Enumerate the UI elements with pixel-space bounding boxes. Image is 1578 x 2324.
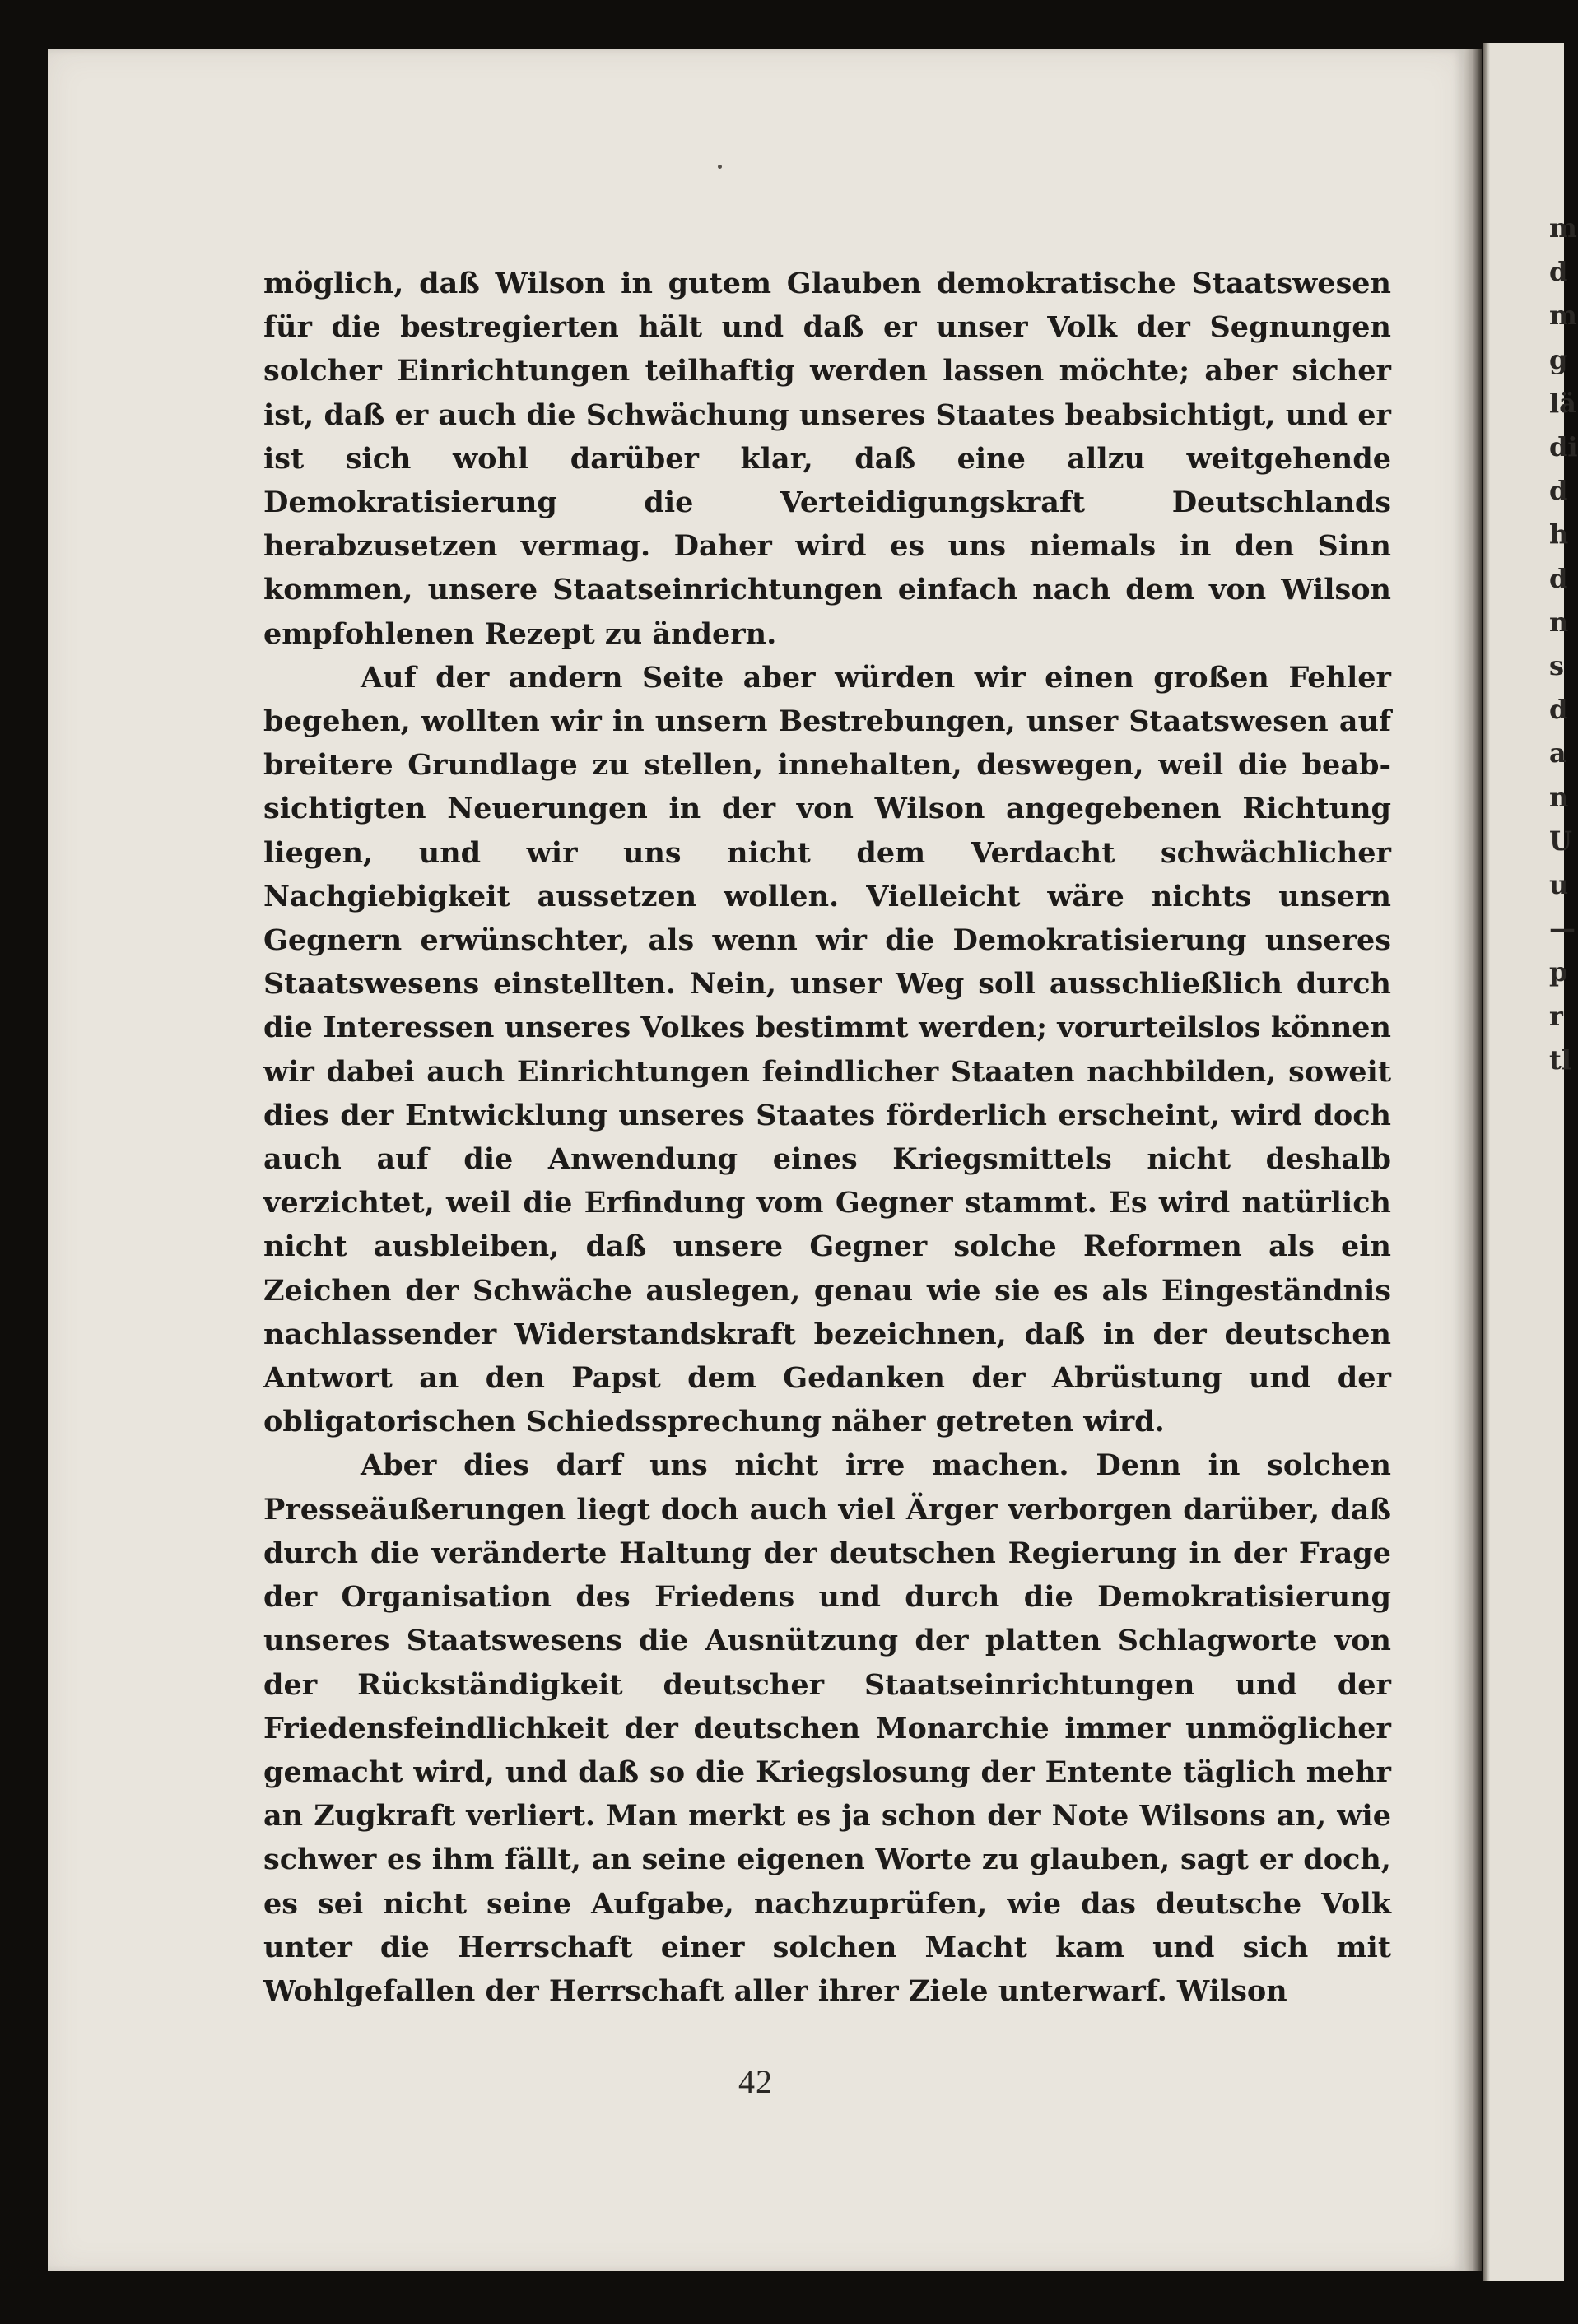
paragraph-3: Aber dies darf uns nicht irre machen. Denn in solchen Presseäußerungen liegt doch auch viel Ärger verborgen darüber, daß durch die veränderte Haltung der deutschen Regierung in der Frage der Organisation des Friedens und durch die Demokratisierung unseres Staatswesens die Ausnützung der platten Schlagworte von der Rückständigkeit deutscher Staatseinrichtungen und der Friedensfeindlichkeit der deutschen Monarchie immer unmöglicher gemacht wird, und daß so die Kriegslosung der Entente täglich mehr an Zugkraft verliert. Man merkt es ja schon der Note Wilsons an, wie schwer es ihm fällt, an seine eigenen Worte zu glauben, sagt er doch, es sei nicht seine Aufgabe, nachzuprüfen, wie das deutsche Volk unter die Herrschaft einer solchen Macht kam und sich mit Wohlgefallen der Herrschaft aller ihrer Ziele unterwarf. Wilson — [263, 1448, 1391, 2008]
book-gutter — [1464, 49, 1482, 2271]
next-page-edge — [1483, 43, 1578, 2281]
paper-speck — [718, 165, 722, 169]
next-page-fragment: s — [1549, 650, 1565, 681]
next-page-fragment: r — [1549, 1000, 1563, 1032]
next-page-fragment: a — [1549, 737, 1566, 769]
book-page — [48, 49, 1464, 2271]
next-page-fragment: di — [1549, 431, 1578, 462]
next-page-fragment: m — [1549, 300, 1577, 332]
next-page-fragment: d — [1549, 475, 1568, 507]
next-page-shadow — [1483, 43, 1490, 2281]
next-page-fragment: h — [1549, 518, 1569, 551]
next-page-fragment: u — [1549, 869, 1569, 900]
body-text — [263, 262, 1391, 2013]
next-page-fragment: m — [1549, 212, 1577, 244]
paragraph-2: Auf der andern Seite aber würden wir einen großen Fehler begehen, wollten wir in unsern Bestrebungen, unser Staatswesen auf breitere Grundlage zu stellen, innehalten, deswegen, weil die beabsichtigten Neuerungen in der von Wilson angegebenen Richtung liegen, und wir uns nicht dem Verdacht schwächlicher Nachgiebigkeit aussetzen wollen. Vielleicht wäre nichts unsern Gegnern erwünschter, als wenn wir die Demokratisierung unseres Staatswesens einstellten. Nein, unser Weg soll ausschließlich durch die Interessen unseres Volkes bestimmt werden; vorurteilslos können wir dabei auch Einrichtungen feindlicher Staaten nachbilden, soweit dies der Entwicklung unseres Staates förderlich erscheint, wird doch auch auf die Anwendung eines Kriegsmittels nicht deshalb verzichtet, weil die Erfindung vom Gegner stammt. Es wird natürlich nicht ausbleiben, daß unsere Gegner solche Reformen als ein Zeichen der Schwäche auslegen, genau wie sie es als Eingeständnis nachlassender Widerstandskraft bezeichnen, daß in der deutschen Antwort an den Papst dem Gedanken der Abrüstung und der obligatorischen Schiedssprechung näher getreten wird. — [263, 660, 1391, 1439]
paragraph-1: möglich, daß Wilson in gutem Glauben demokratische Staatswesen für die bestregierten hält und daß er unser Volk der Segnungen solcher Einrichtungen teilhaftig werden lassen möchte; aber sicher ist, daß er auch die Schwächung unseres Staates beabsichtigt, und er ist sich wohl darüber klar, daß eine allzu weitgehende Demokratisierung die Verteidigungskraft Deutschlands herabzusetzen vermag. Daher wird es uns niemals in den Sinn kommen, unsere Staatseinrichtungen einfach nach dem von Wilson empfohlenen Rezept zu ändern. — [263, 267, 1391, 651]
next-page-fragment: tl — [1549, 1043, 1571, 1076]
next-page-fragment: — — [1549, 913, 1576, 945]
next-page-fragment: U — [1549, 825, 1572, 857]
page-number: 42 — [738, 2063, 773, 2100]
next-page-fragment: lä — [1549, 387, 1576, 419]
next-page-fragment: n — [1549, 606, 1569, 638]
next-page-fragment: n — [1549, 781, 1569, 813]
next-page-fragment: g — [1549, 343, 1568, 375]
next-page-fragment: d — [1549, 562, 1568, 594]
next-page-fragment: p — [1549, 956, 1568, 988]
next-page-fragment: d — [1549, 694, 1568, 726]
next-page-fragment: d — [1549, 256, 1568, 288]
